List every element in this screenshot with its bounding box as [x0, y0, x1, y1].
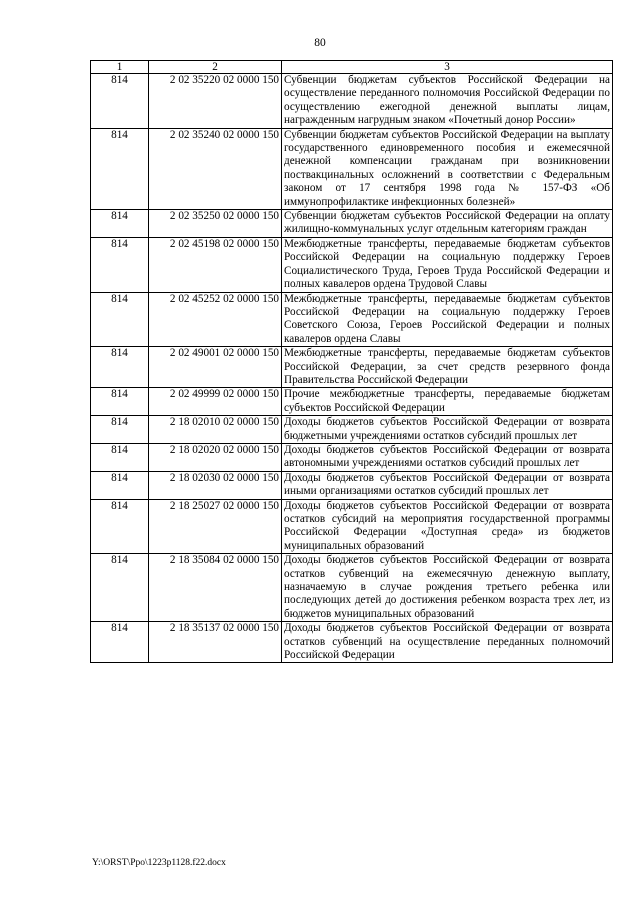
admin-code-cell: 814	[91, 347, 149, 388]
admin-code-cell: 814	[91, 471, 149, 499]
income-name-cell: Межбюджетные трансферты, передаваемые бюджетам субъектов Российской Федерации на социальную поддержку Героев Социалистического Труда, Героев Труда Российской Федерации и полных кавалеров ордена Трудовой Славы	[282, 237, 613, 292]
admin-code-cell: 814	[91, 416, 149, 444]
admin-code-cell: 814	[91, 210, 149, 238]
table-row	[91, 443, 613, 471]
admin-code-cell: 814	[91, 499, 149, 554]
income-name-cell: Доходы бюджетов субъектов Российской Федерации от возврата остатков субвенций на осуществление переданных полномочий Российской Федерации	[282, 622, 613, 663]
table-row	[91, 210, 613, 238]
income-name-cell: Доходы бюджетов субъектов Российской Федерации от возврата остатков субвенций на ежемесячную денежную выплату, назначаемую в случае рождения третьего ребенка или последующих детей до достижения ребенком возраста трех лет, из бюджетов муниципальных образований	[282, 554, 613, 622]
budget-code-cell: 2 02 35240 02 0000 150	[149, 128, 282, 209]
income-name-cell: Субвенции бюджетам субъектов Российской Федерации на осуществление переданного полномочия Российской Федерации по осуществлению ежегодной денежной выплаты лицам, награжденным нагрудным знаком «Почетный донор России»	[282, 74, 613, 129]
income-name-cell: Доходы бюджетов субъектов Российской Федерации от возврата остатков субсидий на мероприятия государственной программы Российской Федерации «Доступная среда» из бюджетов муниципальных образований	[282, 499, 613, 554]
admin-code-cell: 814	[91, 554, 149, 622]
budget-code-cell: 2 02 45198 02 0000 150	[149, 237, 282, 292]
table-row	[91, 471, 613, 499]
page-number: 80	[314, 37, 326, 49]
budget-table	[90, 60, 613, 663]
header-col-1: 1	[91, 61, 149, 74]
income-name-cell: Доходы бюджетов субъектов Российской Федерации от возврата иными организациями остатков субсидий прошлых лет	[282, 471, 613, 499]
budget-code-cell: 2 18 02020 02 0000 150	[149, 443, 282, 471]
table-row	[91, 292, 613, 347]
table-row	[91, 128, 613, 209]
income-name-cell: Доходы бюджетов субъектов Российской Федерации от возврата автономными учреждениями остатков субсидий прошлых лет	[282, 443, 613, 471]
budget-code-cell: 2 02 35250 02 0000 150	[149, 210, 282, 238]
budget-code-cell: 2 18 35137 02 0000 150	[149, 622, 282, 663]
table-header-row	[91, 61, 613, 74]
budget-code-cell: 2 02 49999 02 0000 150	[149, 388, 282, 416]
table-row	[91, 347, 613, 388]
footer-file-path: Y:\ORST\Ppo\1223p1128.f22.docx	[92, 858, 226, 868]
table-row	[91, 416, 613, 444]
table-row	[91, 74, 613, 129]
admin-code-cell: 814	[91, 237, 149, 292]
budget-code-cell: 2 18 25027 02 0000 150	[149, 499, 282, 554]
admin-code-cell: 814	[91, 292, 149, 347]
income-name-cell: Межбюджетные трансферты, передаваемые бюджетам субъектов Российской Федерации на социальную поддержку Героев Советского Союза, Героев Российской Федерации и полных кавалеров ордена Славы	[282, 292, 613, 347]
table-row	[91, 388, 613, 416]
budget-code-cell: 2 02 49001 02 0000 150	[149, 347, 282, 388]
budget-code-cell: 2 18 02030 02 0000 150	[149, 471, 282, 499]
admin-code-cell: 814	[91, 388, 149, 416]
header-col-2: 2	[149, 61, 282, 74]
table-row	[91, 554, 613, 622]
income-name-cell: Межбюджетные трансферты, передаваемые бюджетам субъектов Российской Федерации, за счет средств резервного фонда Правительства Российской Федерации	[282, 347, 613, 388]
table-row	[91, 622, 613, 663]
budget-code-cell: 2 02 45252 02 0000 150	[149, 292, 282, 347]
table-row	[91, 499, 613, 554]
budget-code-cell: 2 02 35220 02 0000 150	[149, 74, 282, 129]
table-row	[91, 237, 613, 292]
income-name-cell: Субвенции бюджетам субъектов Российской Федерации на выплату государственного единовременного пособия и ежемесячной денежной компенсации гражданам при возникновении поствакцинальных осложнений в соответствии с Федеральным законом от 17 сентября 1998 года № 157-ФЗ «Об иммунопрофилактике инфекционных болезней»	[282, 128, 613, 209]
admin-code-cell: 814	[91, 622, 149, 663]
admin-code-cell: 814	[91, 443, 149, 471]
income-name-cell: Доходы бюджетов субъектов Российской Федерации от возврата бюджетными учреждениями остатков субсидий прошлых лет	[282, 416, 613, 444]
income-name-cell: Прочие межбюджетные трансферты, передаваемые бюджетам субъектов Российской Федерации	[282, 388, 613, 416]
budget-code-cell: 2 18 02010 02 0000 150	[149, 416, 282, 444]
budget-code-cell: 2 18 35084 02 0000 150	[149, 554, 282, 622]
admin-code-cell: 814	[91, 74, 149, 129]
admin-code-cell: 814	[91, 128, 149, 209]
income-name-cell: Субвенции бюджетам субъектов Российской Федерации на оплату жилищно-коммунальных услуг отдельным категориям граждан	[282, 210, 613, 238]
header-col-3: 3	[282, 61, 613, 74]
